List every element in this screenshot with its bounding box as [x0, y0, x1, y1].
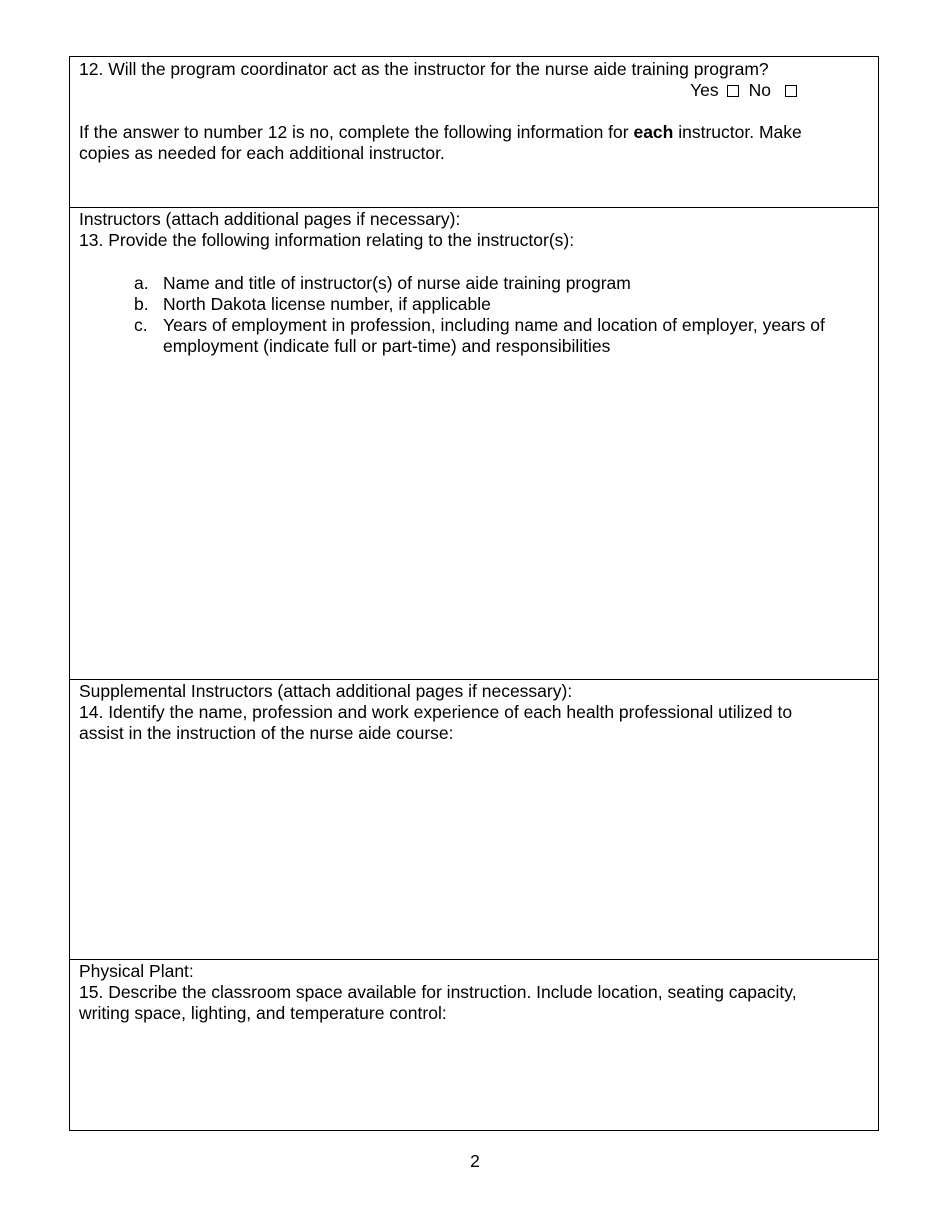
- supplemental-instructors-heading: Supplemental Instructors (attach additional pages if necessary):: [79, 681, 573, 701]
- page-number: 2: [470, 1151, 480, 1171]
- question-14-line2: assist in the instruction of the nurse aide course:: [79, 723, 454, 743]
- question-12-instructions: [79, 122, 858, 164]
- question-13: 13. Provide the following information relating to the instructor(s):: [79, 230, 575, 250]
- instructions-bold: each: [633, 122, 674, 142]
- question-14-line1: 14. Identify the name, profession and work experience of each health professional utilized to: [79, 702, 793, 722]
- list-item: [134, 315, 869, 357]
- yes-label: Yes: [690, 80, 719, 100]
- instructions-part2: instructor. Make: [673, 122, 802, 142]
- list-item-text: North Dakota license number, if applicable: [163, 294, 491, 314]
- instructions-line2: copies as needed for each additional instructor.: [79, 143, 445, 163]
- question-15-line2: writing space, lighting, and temperature control:: [79, 1003, 447, 1023]
- no-label: No: [748, 80, 771, 100]
- yes-no-options: [690, 80, 803, 101]
- instructors-heading: Instructors (attach additional pages if necessary):: [79, 209, 461, 229]
- list-marker: b.: [134, 294, 149, 314]
- question-15-line1: 15. Describe the classroom space available for instruction. Include location, seating capacity,: [79, 982, 797, 1002]
- yes-checkbox[interactable]: [727, 85, 739, 97]
- list-item-text: Years of employment in profession, including name and location of employer, years of employment (indicate full or part-time) and responsibilities: [163, 315, 825, 356]
- list-item-text: Name and title of instructor(s) of nurse aide training program: [163, 273, 631, 293]
- section-12: [70, 57, 878, 208]
- list-item: [134, 273, 869, 294]
- section-15[interactable]: [70, 960, 878, 1130]
- section-14[interactable]: [70, 680, 878, 960]
- list-marker: c.: [134, 315, 148, 335]
- no-checkbox[interactable]: [785, 85, 797, 97]
- list-item: [134, 294, 869, 315]
- section-13[interactable]: [70, 208, 878, 680]
- application-form: [69, 56, 879, 1131]
- instructions-part1: If the answer to number 12 is no, complete the following information for: [79, 122, 634, 142]
- question-12: 12. Will the program coordinator act as the instructor for the nurse aide training program?: [79, 59, 769, 79]
- physical-plant-heading: Physical Plant:: [79, 961, 194, 981]
- instructor-info-list: [134, 273, 869, 357]
- list-marker: a.: [134, 273, 149, 293]
